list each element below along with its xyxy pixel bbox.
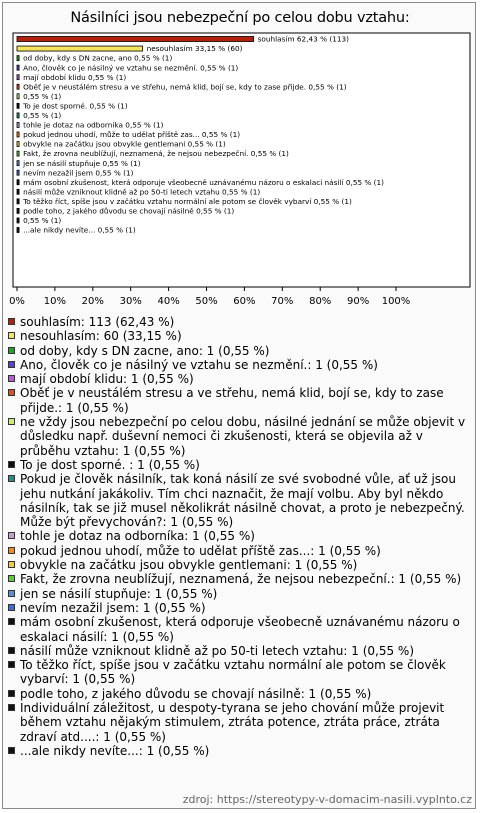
x-tick-label: 70%: [271, 296, 294, 307]
bar-label: podle toho, z jakého důvodu se chovají násilně 0,55 % (1): [23, 206, 235, 216]
legend-item: [6, 415, 474, 458]
legend-label: ...ale nikdy nevíte...: 1 (0,55 %): [20, 743, 210, 758]
x-tick-label: 80%: [309, 296, 332, 307]
legend-swatch: [8, 318, 15, 325]
legend-item: [6, 658, 474, 687]
bar: [17, 75, 19, 80]
bar-label: Oběť je v neustálém stresu a ve střehu, nemá klid, bojí se, kdy to zase přijde. 0,55 % (1): [23, 82, 347, 92]
legend-item: [6, 687, 474, 701]
legend-swatch: [8, 547, 15, 554]
legend-label: nesouhlasím: 60 (33,15 %): [20, 329, 182, 344]
x-tick-label: 10%: [43, 296, 67, 307]
legend-label: souhlasím: 113 (62,43 %): [20, 315, 175, 329]
legend-item: [6, 529, 474, 543]
legend-swatch: [8, 604, 15, 611]
bar: [17, 94, 19, 99]
legend-label: podle toho, z jakého důvodu se chovají násilně: 1 (0,55 %): [20, 686, 372, 701]
legend-label: mám osobní zkušenost, která odporuje všeobecně uznávanému názoru o eskalaci násilí: 1 (0,55 %): [20, 615, 460, 644]
legend-swatch: [8, 618, 15, 625]
bar: [17, 132, 19, 137]
legend-swatch: [8, 475, 15, 482]
legend-label: pokud jednou uhodí, může to udělat příště zas...: 1 (0,55 %): [20, 543, 381, 558]
legend-swatch: [8, 332, 15, 339]
bar: [17, 103, 19, 108]
bar: [17, 113, 19, 118]
legend-item: [6, 544, 474, 558]
legend-item: [6, 558, 474, 572]
bar-chart: [0, 0, 480, 312]
x-tick-label: 20%: [81, 296, 104, 307]
x-tick-label: 90%: [346, 296, 370, 307]
bar: [17, 208, 19, 213]
bar-label: mají období klidu 0,55 % (1): [23, 72, 127, 82]
legend-swatch: [8, 347, 15, 354]
bar: [17, 37, 254, 42]
legend-swatch: [8, 690, 15, 697]
legend-swatch: [8, 647, 15, 654]
x-tick-label: 30%: [119, 296, 142, 307]
bar-label: 0,55 % (1): [23, 111, 62, 120]
x-tick-label: 50%: [195, 296, 218, 307]
bar-label: tohle je dotaz na odborníka 0,55 % (1): [23, 120, 164, 130]
legend-item: [6, 644, 474, 658]
legend-label: tohle je dotaz na odborníka: 1 (0,55 %): [20, 529, 255, 544]
bar-label: Ano, člověk co je násilný ve vztahu se nezmění. 0,55 % (1): [23, 63, 239, 73]
x-tick-label: 40%: [157, 296, 180, 307]
legend-item: [6, 315, 474, 329]
legend-item: [6, 472, 474, 529]
bar-label: ...ale nikdy nevíte... 0,55 % (1): [23, 225, 136, 235]
bar: [17, 170, 19, 175]
legend-swatch: [8, 389, 15, 396]
legend-label: Fakt, že zrovna neublížují, neznamená, že nejsou nebezpeční.: 1 (0,55 %): [20, 572, 462, 587]
bar: [17, 161, 19, 166]
bar-label: od doby, kdy s DN zacne, ano 0,55 % (1): [23, 53, 173, 63]
legend-label: To je dost sporné. : 1 (0,55 %): [20, 457, 200, 472]
legend-label: obvykle na začátku jsou obvykle gentlemani: 1 (0,55 %): [20, 558, 358, 573]
bar: [17, 199, 19, 204]
legend-label: mají období klidu: 1 (0,55 %): [20, 372, 194, 387]
bar-label: 0,55 % (1): [23, 91, 62, 101]
legend-swatch: [8, 461, 15, 468]
source-note: zdroj: https://stereotypy-v-domacim-nasili.vyplnto.cz: [182, 793, 472, 806]
legend-swatch: [8, 661, 15, 668]
bar-label: souhlasím 62,43 % (113): [257, 34, 349, 44]
bar: [17, 65, 19, 70]
bar: [17, 189, 19, 194]
bar-label: 0,55 % (1): [23, 216, 62, 226]
legend-swatch: [8, 361, 15, 368]
bar: [17, 84, 19, 89]
legend-label: násilí může vzniknout klidně až po 50-ti letech vztahu: 1 (0,55 %): [20, 643, 415, 658]
bar-label: Fakt, že zrovna neublížují, neznamená, že nejsou nebezpeční. 0,55 % (1): [23, 149, 289, 159]
bar-label: pokud jednou uhodí, může to udělat příště zas... 0,55 % (1): [23, 130, 241, 140]
bar-label: násilí může vzniknout klidně až po 50-ti letech vztahu 0,55 % (1): [23, 187, 261, 197]
legend-item: [6, 601, 474, 615]
legend-swatch: [8, 704, 15, 711]
legend-item: [6, 358, 474, 372]
x-tick-label: 60%: [233, 296, 256, 307]
bar-label: To těžko říct, spíše jsou v začátku vztahu normální ale potom se člověk vybarví 0,55 % (1): [23, 196, 352, 206]
legend-swatch: [8, 590, 15, 597]
bar: [17, 142, 19, 147]
legend-label: Individuální záležitost, u despoty-tyrana se jeho chování může projevit během vztahu nějakým stimulem, ztráta potence, ztráta práce, ztráta zdraví atd....: 1 (0,55 %): [20, 701, 445, 744]
legend-item: [6, 386, 474, 415]
legend-label: Pokud je člověk násilník, tak koná násilí ze své svobodné vůle, ať už jsou jehu nutkání jakákoliv. Tím chci naznačit, že mají volbu. Aby byl někdo násilník, tak se již musel několikrát násilně chovat, a proto je nebezpečný. Může být převychován?: 1 (0,55 %): [20, 472, 465, 530]
chart-legend: [6, 315, 474, 758]
legend-swatch: [8, 747, 15, 754]
bar-label: nesouhlasím 33,15 % (60): [146, 44, 243, 54]
legend-swatch: [8, 418, 15, 425]
bar: [17, 122, 19, 127]
legend-item: [6, 372, 474, 386]
legend-label: Ano, člověk co je násilný ve vztahu se nezmění.: 1 (0,55 %): [20, 357, 378, 372]
x-tick-label: 100%: [381, 296, 411, 307]
legend-label: nevím nezažil jsem: 1 (0,55 %): [20, 600, 206, 615]
legend-label: od doby, kdy s DN zacne, ano: 1 (0,55 %): [20, 343, 270, 358]
bar: [17, 218, 19, 223]
legend-item: [6, 615, 474, 644]
bar: [17, 46, 143, 51]
legend-swatch: [8, 575, 15, 582]
legend-swatch: [8, 375, 15, 382]
legend-label: ne vždy jsou nebezpeční po celou dobu, násilné jednání se může objevit v důsledku např. duševní nemoci či zkušenosti, která se objevila až v průběhu vztahu: 1 (0,55 %): [20, 415, 466, 458]
legend-label: Oběť je v neustálém stresu a ve střehu, nemá klid, bojí se, kdy to zase přijde.: 1 (0,55 %): [20, 386, 444, 415]
legend-item: [6, 344, 474, 358]
bar-label: nevím nezažil jsem 0,55 % (1): [23, 168, 134, 178]
bar-label: To je dost sporné. 0,55 % (1): [23, 101, 128, 111]
bar-label: obvykle na začátku jsou obvykle gentlemani 0,55 % (1): [23, 139, 226, 149]
x-tick-label: 0%: [9, 296, 25, 307]
bar: [17, 228, 19, 233]
legend-swatch: [8, 532, 15, 539]
legend-item: [6, 572, 474, 586]
bar-label: jen se násilí stupňuje 0,55 % (1): [23, 158, 141, 168]
legend-label: jen se násilí stupňuje: 1 (0,55 %): [20, 586, 218, 601]
bar-label: mám osobní zkušenost, která odporuje všeobecně uznávanému názoru o eskalaci násilí 0,55 % (1): [23, 177, 385, 187]
legend-item: [6, 744, 474, 758]
legend-item: [6, 587, 474, 601]
legend-item: [6, 329, 474, 343]
legend-label: To těžko říct, spíše jsou v začátku vztahu normální ale potom se člověk vybarví: 1 (0,55 %): [20, 658, 446, 687]
legend-item: [6, 701, 474, 744]
bar: [17, 151, 19, 156]
chart-title: Násilníci jsou nebezpeční po celou dobu vztahu:: [70, 10, 410, 26]
legend-swatch: [8, 561, 15, 568]
bar: [17, 56, 19, 61]
legend-item: [6, 458, 474, 472]
bar: [17, 180, 19, 185]
